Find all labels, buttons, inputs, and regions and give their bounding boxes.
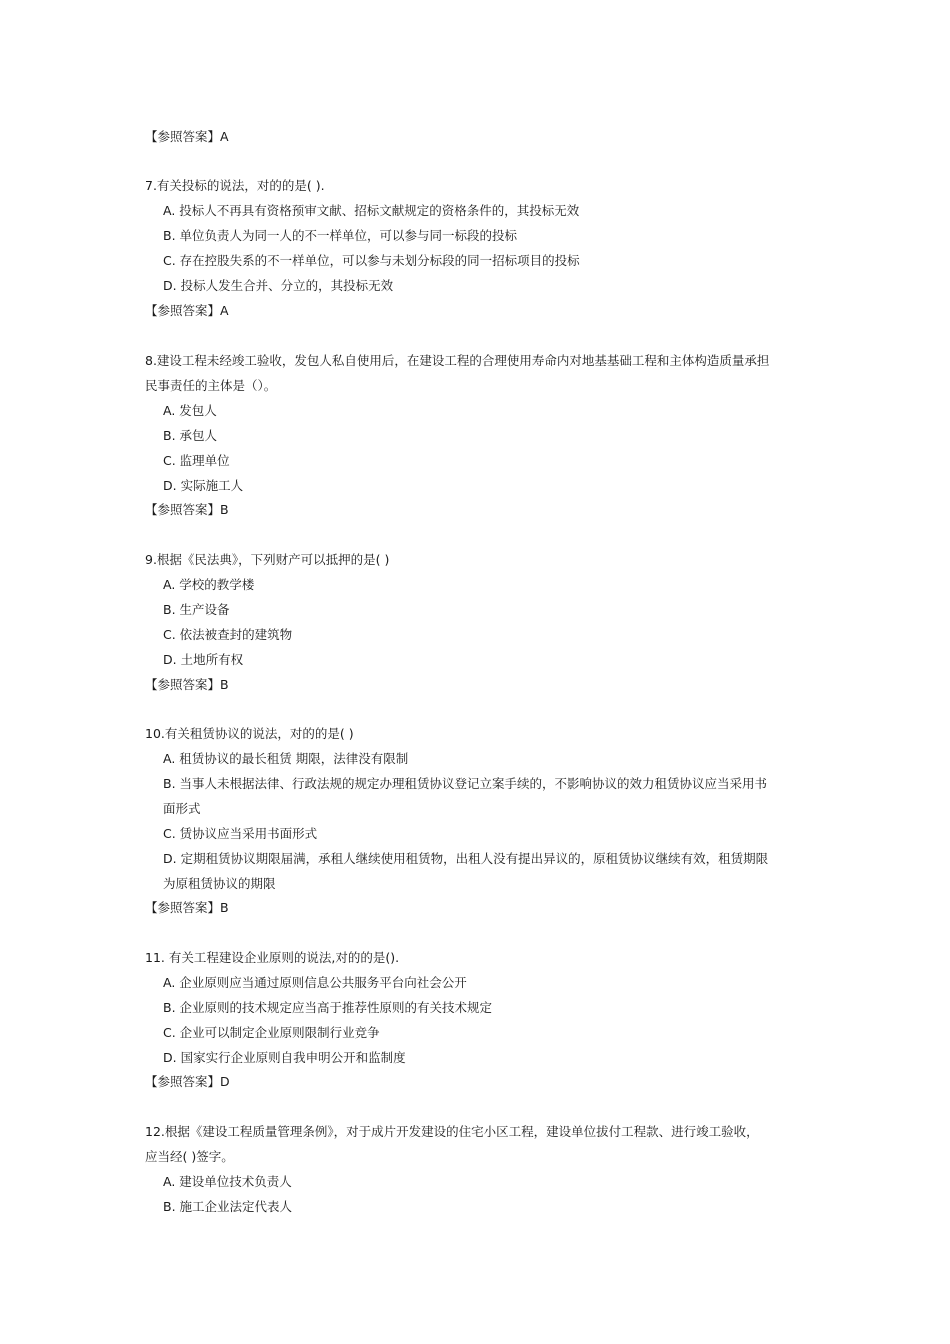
question-10-answer: 【参照答案】B (145, 900, 229, 915)
question-8-option-b: B. 承包人 (163, 428, 218, 443)
question-12-option-a: A. 建设单位技术负责人 (163, 1174, 292, 1189)
question-7-stem: 7.有关投标的说法，对的的是( ). (145, 178, 325, 193)
question-9-stem: 9.根据《民法典》，下列财产可以抵押的是( ) (145, 552, 390, 567)
question-8-stem-line2: 民事责任的主体是（）。 (145, 378, 277, 393)
question-10-option-b-cont: 面形式 (163, 801, 201, 816)
question-11-answer: 【参照答案】D (145, 1074, 230, 1089)
question-9-answer: 【参照答案】B (145, 677, 229, 692)
question-11-stem: 11. 有关工程建设企业原则的说法,对的的是(). (145, 950, 400, 965)
question-7-answer: 【参照答案】A (145, 303, 229, 318)
answer-prev: 【参照答案】A (145, 129, 229, 144)
question-9-option-a: A. 学校的教学楼 (163, 577, 255, 592)
question-10-option-a: A. 租赁协议的最长租赁 期限，法律没有限制 (163, 751, 409, 766)
question-11-option-b: B. 企业原则的技术规定应当高于推荐性原则的有关技术规定 (163, 1000, 493, 1015)
question-12-stem-line1: 12.根据《建设工程质量管理条例》，对于成片开发建设的住宅小区工程，建设单位拔付工程款、进行竣工验收， (145, 1124, 759, 1139)
question-9-option-d: D. 土地所有权 (163, 652, 244, 667)
question-10-option-b: B. 当事人未根据法律、行政法规的规定办理租赁协议登记立案手续的，不影响协议的效力租赁协议应当采用书 (163, 776, 768, 791)
question-11-option-d: D. 国家实行企业原则自我申明公开和监制度 (163, 1050, 406, 1065)
question-8-option-d: D. 实际施工人 (163, 478, 244, 493)
question-10-stem: 10.有关租赁协议的说法，对的的是( ) (145, 726, 354, 741)
question-8-answer: 【参照答案】B (145, 502, 229, 517)
question-8-stem-line1: 8.建设工程未经竣工验收，发包人私自使用后，在建设工程的合理使用寿命内对地基基础工程和主体构造质量承担 (145, 353, 770, 368)
question-9-option-b: B. 生产设备 (163, 602, 230, 617)
question-12-stem-line2: 应当经( )签字。 (145, 1149, 234, 1164)
question-7-option-a: A. 投标人不再具有资格预审文献、招标文献规定的资格条件的，其投标无效 (163, 203, 580, 218)
question-9-option-c: C. 依法被查封的建筑物 (163, 627, 293, 642)
question-10-option-d: D. 定期租赁协议期限届满，承租人继续使用租赁物，出租人没有提出异议的，原租赁协议继续有效，租赁期限 (163, 851, 769, 866)
question-8-option-c: C. 监理单位 (163, 453, 230, 468)
question-12-option-b: B. 施工企业法定代表人 (163, 1199, 293, 1214)
question-7-option-b: B. 单位负责人为同一人的不一样单位，可以参与同一标段的投标 (163, 228, 518, 243)
question-7-option-c: C. 存在控股失系的不一样单位，可以参与未划分标段的同一招标项目的投标 (163, 253, 580, 268)
question-10-option-d-cont: 为原租赁协议的期限 (163, 876, 276, 891)
question-11-option-a: A. 企业原则应当通过原则信息公共服务平台向社会公开 (163, 975, 467, 990)
question-7-option-d: D. 投标人发生合并、分立的，其投标无效 (163, 278, 394, 293)
question-10-option-c: C. 赁协议应当采用书面形式 (163, 826, 318, 841)
question-8-option-a: A. 发包人 (163, 403, 217, 418)
question-11-option-c: C. 企业可以制定企业原则限制行业竞争 (163, 1025, 380, 1040)
